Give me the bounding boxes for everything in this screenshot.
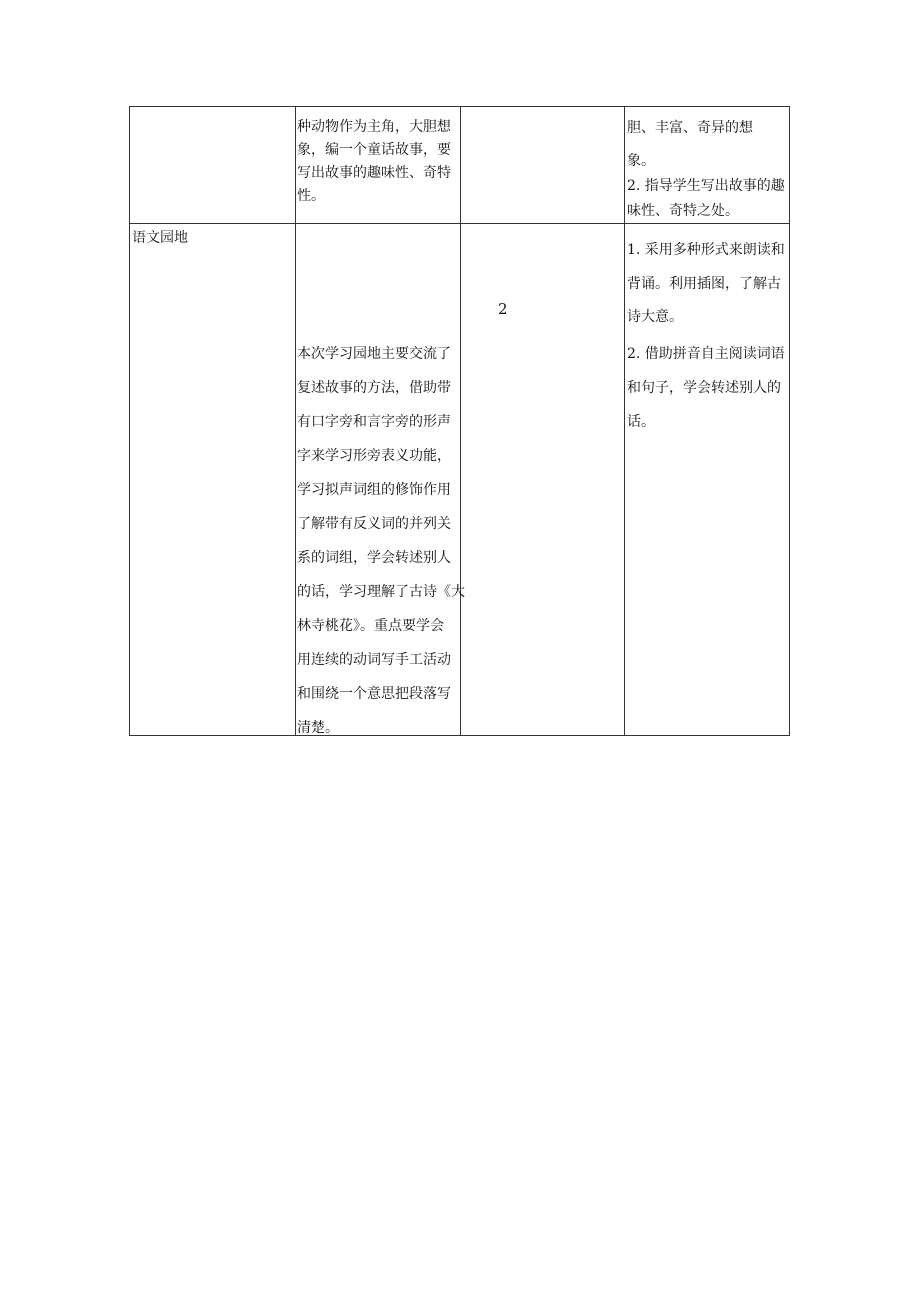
cell-text-line: 和围绕一个意思把段落写 bbox=[297, 686, 451, 702]
cell-text-line: 写出故事的趣味性、奇特 bbox=[297, 165, 451, 181]
cell-text-line: 胆、丰富、奇异的想 bbox=[627, 120, 753, 136]
cell-text-line: 话。 bbox=[627, 414, 655, 430]
cell-text-line: 性。 bbox=[297, 188, 325, 204]
lesson-plan-table bbox=[129, 106, 790, 736]
cell-text-line: 象，编一个童话故事，要 bbox=[297, 142, 451, 158]
column-divider-2 bbox=[460, 107, 461, 735]
cell-text-line: 系的词组，学会转述别人 bbox=[297, 550, 451, 566]
cell-text-line: 味性、奇特之处。 bbox=[627, 203, 739, 219]
cell-text-line: 清楚。 bbox=[297, 720, 339, 736]
column-divider-1 bbox=[295, 107, 296, 735]
cell-text-line: 用连续的动词写手工活动 bbox=[297, 652, 451, 668]
cell-text-line: 诗大意。 bbox=[627, 309, 683, 325]
row-divider bbox=[130, 223, 789, 224]
cell-text-line: 背诵。利用插图，了解古 bbox=[627, 276, 781, 292]
row2-title-cell: 语文园地 bbox=[132, 230, 188, 246]
cell-text-line: 的话，学习理解了古诗《大 bbox=[297, 584, 465, 600]
cell-text-line: 有口字旁和言字旁的形声 bbox=[297, 414, 451, 430]
cell-text-line: 复述故事的方法，借助带 bbox=[297, 380, 451, 396]
cell-text-line: 种动物作为主角，大胆想 bbox=[297, 119, 451, 135]
cell-text-line: 象。 bbox=[627, 153, 655, 169]
column-divider-3 bbox=[624, 107, 625, 735]
cell-text-line: 2. 指导学生写出故事的趣 bbox=[627, 178, 785, 194]
cell-text-line: 1. 采用多种形式来朗读和 bbox=[627, 242, 785, 258]
cell-text-line: 2. 借助拼音自主阅读词语 bbox=[627, 346, 785, 362]
cell-text-line: 林寺桃花》。重点要学会 bbox=[297, 618, 444, 634]
cell-text-line: 和句子，学会转述别人的 bbox=[627, 380, 781, 396]
cell-text-line: 学习拟声词组的修饰作用 bbox=[297, 482, 451, 498]
cell-text-line: 字来学习形旁表义功能， bbox=[297, 448, 451, 464]
row2-hours-cell: 2 bbox=[498, 300, 508, 318]
cell-text-line: 本次学习园地主要交流了 bbox=[297, 346, 451, 362]
cell-text-line: 了解带有反义词的并列关 bbox=[297, 516, 451, 532]
